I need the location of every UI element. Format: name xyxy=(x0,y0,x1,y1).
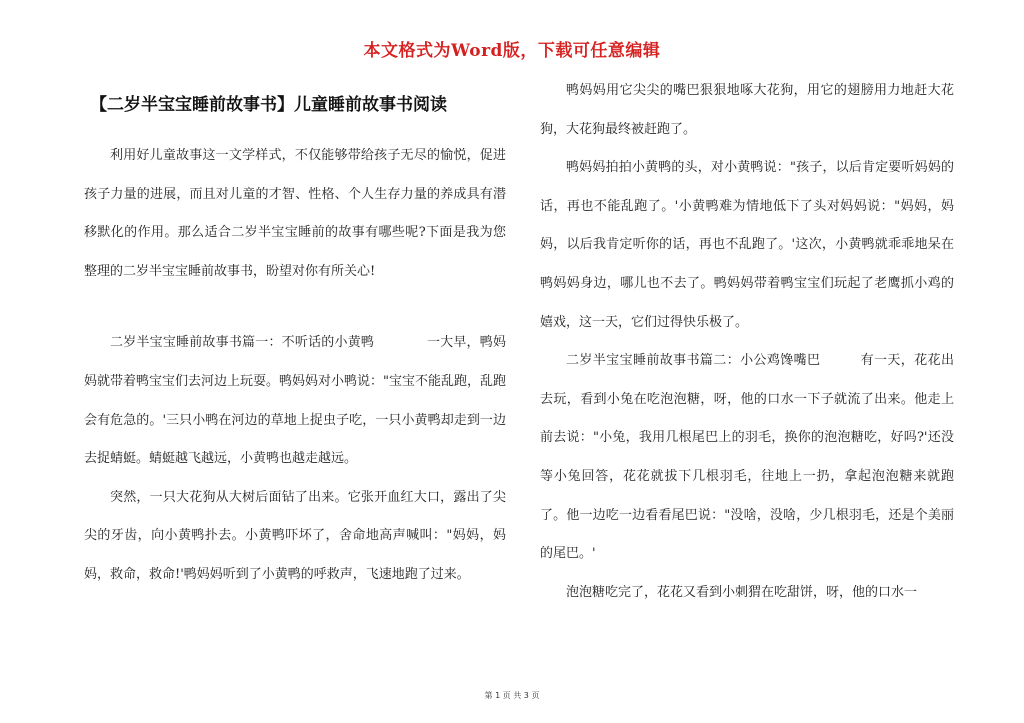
left-column xyxy=(84,137,506,595)
right-paragraph-1: 鸭妈妈用它尖尖的嘴巴狠狠地啄大花狗，用它的翅膀用力地赶大花狗，大花狗最终被赶跑了。 xyxy=(540,83,954,137)
page-number-footer: 第 1 页 共 3 页 xyxy=(484,691,540,700)
section1-paragraph xyxy=(84,324,506,478)
intro-paragraph: 利用好儿童故事这一文学样式，不仅能够带给孩子无尽的愉悦，促进孩子力量的进展，而且对儿童的才智、性格、个人生存力量的养成具有潜移默化的作用。那么适合二岁半宝宝睡前的故事有哪些呢?下面是我为您整理的二岁半宝宝睡前故事书，盼望对你有所关心! xyxy=(84,148,506,279)
section2-paragraph-2: 泡泡糖吃完了，花花又看到小刺猬在吃甜饼，呀，他的口水一 xyxy=(566,584,918,600)
section2-heading: 二岁半宝宝睡前故事书篇二：小公鸡馋嘴巴 xyxy=(566,353,821,369)
section2-body-1: 有一天，花花出去玩，看到小兔在吃泡泡糖，呀，他的口水一下子就流了出来。他走上前去说："小兔，我用几根尾巴上的羽毛，换你的泡泡糖吃，好吗?'还没等小兔回答，花花就拔下几根羽毛，往地上一扔，拿起泡泡糖来就跑了。他一边吃一边看看尾巴说："没啥，没啥，少几根羽毛，还是个美丽的尾巴。' xyxy=(540,353,954,562)
editable-word-banner: 本文格式为Word版，下载可任意编辑 xyxy=(363,41,661,61)
right-paragraph-2: 鸭妈妈拍拍小黄鸭的头，对小黄鸭说："孩子，以后肯定要听妈妈的话，再也不能乱跑了。'小黄鸭难为情地低下了头对妈妈说："妈妈，妈妈，以后我肯定听你的话，再也不乱跑了。'这次，小黄鸭就乖乖地呆在鸭妈妈身边，哪儿也不去了。鸭妈妈带着鸭宝宝们玩起了老鹰抓小鸡的嬉戏，这一天，它们过得快乐极了。 xyxy=(540,160,954,330)
section1-heading: 二岁半宝宝睡前故事书篇一：不听话的小黄鸭 xyxy=(110,335,375,351)
section1-paragraph-2: 突然，一只大花狗从大树后面钻了出来。它张开血红大口，露出了尖尖的牙齿，向小黄鸭扑去。小黄鸭吓坏了，舍命地高声喊叫："妈妈，妈妈，救命，救命!'鸭妈妈听到了小黄鸭的呼救声，飞速地跑了过来。 xyxy=(84,489,506,582)
section1-body-1: 一大早，鸭妈妈就带着鸭宝宝们去河边上玩耍。鸭妈妈对小鸭说："宝宝不能乱跑，乱跑会有危急的。'三只小鸭在河边的草地上捉虫子吃，一只小黄鸭却走到一边去捉蜻蜓。蜻蜓越飞越远，小黄鸭也越走越远。 xyxy=(84,335,506,467)
document-title: 【二岁半宝宝睡前故事书】儿童睡前故事书阅读 xyxy=(90,95,447,115)
section2-paragraph xyxy=(540,342,954,574)
right-column xyxy=(540,72,954,612)
paragraph-gap xyxy=(84,291,506,324)
